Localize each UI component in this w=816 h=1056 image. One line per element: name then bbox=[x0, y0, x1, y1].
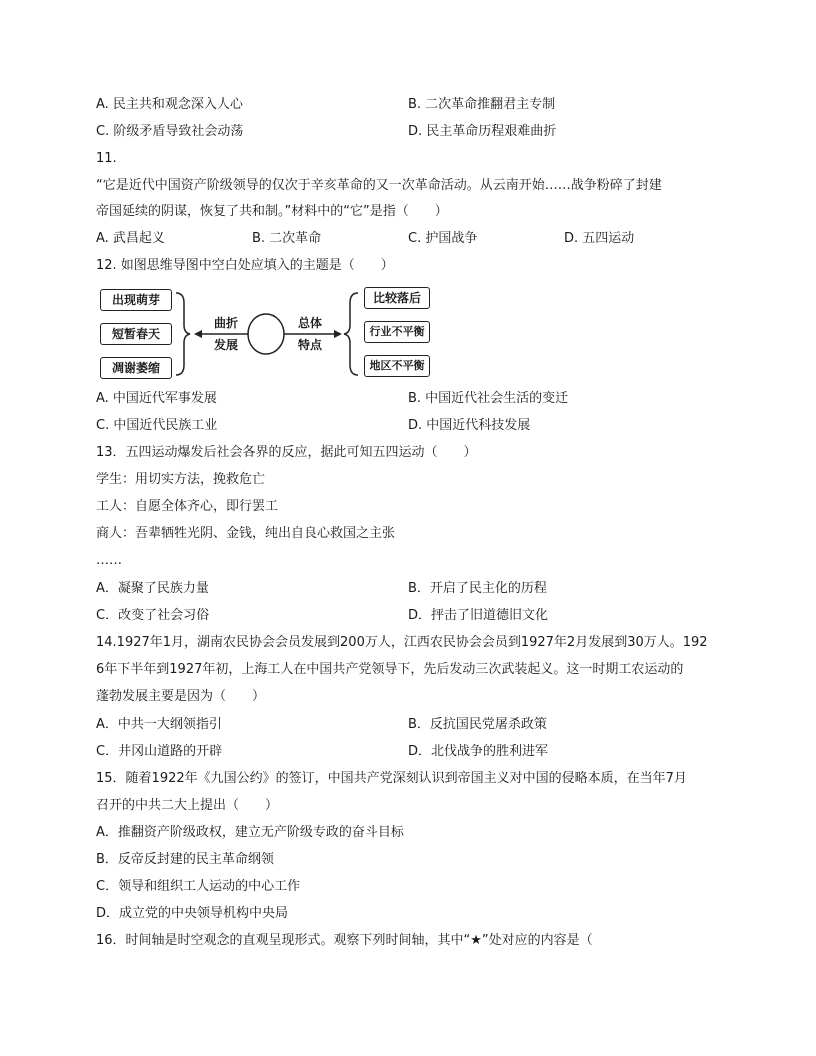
box-brief-spring: 短暂春天 bbox=[100, 323, 172, 345]
q13-option-d: D．抨击了旧道德旧文化 bbox=[408, 608, 549, 623]
q10-option-a: A. 民主共和观念深入人心 bbox=[96, 97, 243, 112]
q14-option-b: B．反抗国民党屠杀政策 bbox=[408, 717, 547, 732]
q10-option-c: C. 阶级矛盾导致社会动荡 bbox=[96, 124, 244, 139]
q13-option-c: C．改变了社会习俗 bbox=[96, 608, 210, 623]
q14-stem-line3: 蓬勃发展主要是因为（ ） bbox=[96, 689, 266, 704]
q14-stem-line2: 6年下半年到1927年初，上海工人在中国共产党领导下，先后发动三次武装起义。这一时期工农运动的 bbox=[96, 662, 684, 677]
q14-option-d: D．北伐战争的胜利进军 bbox=[408, 744, 549, 759]
q13-stem: 13．五四运动爆发后社会各界的反应，据此可知五四运动（ ） bbox=[96, 445, 477, 460]
q14-option-c: C．井冈山道路的开辟 bbox=[96, 744, 223, 759]
q11-number: 11. bbox=[96, 151, 117, 166]
q12-stem: 12. 如图思维导图中空白处应填入的主题是（ ） bbox=[96, 258, 394, 273]
q15-option-a: A．推翻资产阶级政权，建立无产阶级专政的奋斗目标 bbox=[96, 825, 404, 840]
mind-map-diagram bbox=[96, 285, 436, 383]
q15-option-d: D．成立党的中央领导机构中央局 bbox=[96, 906, 289, 921]
label-twists: 曲折 bbox=[213, 316, 238, 330]
q15-option-b: B．反帝反封建的民主革命纲领 bbox=[96, 852, 274, 867]
q13-option-a: A．凝聚了民族力量 bbox=[96, 581, 209, 596]
q10-option-d: D. 民主革命历程艰难曲折 bbox=[408, 124, 557, 139]
box-decline: 凋谢萎缩 bbox=[100, 357, 172, 379]
q15-option-c: C．领导和组织工人运动的中心工作 bbox=[96, 879, 301, 894]
q12-option-b: B. 中国近代社会生活的变迁 bbox=[408, 391, 569, 406]
q15-stem-line2: 召开的中共二大上提出（ ） bbox=[96, 798, 279, 813]
label-development: 发展 bbox=[213, 338, 238, 352]
q13-material-students: 学生：用切实方法，挽救危亡 bbox=[96, 472, 266, 487]
box-backward: 比较落后 bbox=[364, 287, 430, 309]
q12-option-a: A. 中国近代军事发展 bbox=[96, 391, 217, 406]
label-features: 特点 bbox=[297, 338, 322, 352]
q13-option-b: B．开启了民主化的历程 bbox=[408, 581, 547, 596]
q11-option-d: D. 五四运动 bbox=[564, 231, 635, 246]
q15-stem-line1: 15．随着1922年《九国公约》的签订，中国共产党深刻认识到帝国主义对中国的侵略本质，在当年7月 bbox=[96, 771, 687, 786]
q11-option-c: C. 护国战争 bbox=[408, 231, 478, 246]
box-industry-imbalance: 行业不平衡 bbox=[364, 321, 430, 343]
label-overall: 总体 bbox=[297, 316, 322, 330]
q12-option-d: D. 中国近代科技发展 bbox=[408, 418, 531, 433]
q11-stem-line2: 帝国延续的阴谋，恢复了共和制。”材料中的“它”是指（ ） bbox=[96, 204, 448, 219]
q13-material-merchants: 商人：吾辈牺牲光阴、金钱，纯出自良心救国之主张 bbox=[96, 526, 396, 541]
q11-option-a: A. 武昌起义 bbox=[96, 231, 165, 246]
q12-option-c: C. 中国近代民族工业 bbox=[96, 418, 218, 433]
q13-material-workers: 工人：自愿全体齐心，即行罢工 bbox=[96, 499, 279, 514]
q14-stem-line1: 14.1927年1月，湖南农民协会会员发展到200万人，江西农民协会会员到1927年2月发展到30万人。192 bbox=[96, 635, 708, 650]
q13-material-ellipsis: …… bbox=[96, 553, 122, 568]
box-emergence: 出现萌芽 bbox=[100, 289, 172, 311]
blank-circle bbox=[248, 314, 284, 354]
q14-option-a: A．中共一大纲领指引 bbox=[96, 717, 222, 732]
q16-stem-line1: 16．时间轴是时空观念的直观呈现形式。观察下列时间轴，其中“★”处对应的内容是（ bbox=[96, 933, 593, 948]
q11-option-b: B. 二次革命 bbox=[252, 231, 322, 246]
q11-stem-line1: “它是近代中国资产阶级领导的仅次于辛亥革命的又一次革命活动。从云南开始……战争粉碎了封建 bbox=[96, 178, 662, 193]
box-region-imbalance: 地区不平衡 bbox=[364, 355, 430, 377]
q10-option-b: B. 二次革命推翻君主专制 bbox=[408, 97, 556, 112]
